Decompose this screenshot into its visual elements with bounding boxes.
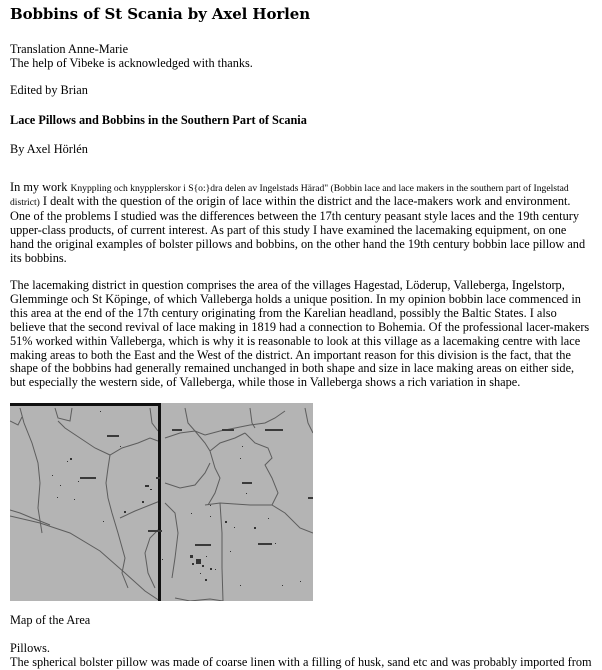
pillows-text: The spherical bolster pillow was made of coarse linen with a filling of husk, sand etc and was probably imported from: [10, 655, 592, 670]
editor-credit: Edited by Brian: [10, 82, 88, 97]
intro-lead: In my work: [10, 179, 71, 194]
map-divider: [158, 403, 161, 601]
intro-rest: I dealt with the question of the origin of lace within the district and the lace-makers work and environment. One of the problems I studied was the differences between the 17th century peasant style laces and the 19th century upper-class products, of current interest. As part of this study I have examined the lacemaking equipment, on one hand the original examples of bolster pillows and bobbins, on the other hand the 19th century bobbin lace pillow and its bobbins.: [10, 194, 586, 266]
map-image: [10, 403, 313, 601]
map-of-area-figure: [10, 403, 313, 601]
paragraph-intro: [10, 181, 592, 266]
article-byline: By Axel Hörlén: [10, 141, 88, 156]
pillows-heading: Pillows.: [10, 641, 50, 656]
map-background: [10, 403, 313, 601]
credits: [10, 43, 592, 98]
thanks-note: The help of Vibeke is acknowledged with thanks.: [10, 55, 253, 70]
article-heading: Lace Pillows and Bobbins in the Southern Part of Scania: [10, 112, 307, 127]
translation-credit: Translation Anne-Marie: [10, 42, 129, 56]
book-citation: Knyppling och knypplerskor i S{o:}dra delen av Ingelstads Härad" (Bobbin lace and lace makers in the southern part of Ingelstad district): [10, 182, 569, 209]
map-caption: Map of the Area: [10, 613, 91, 628]
map-top-border: [10, 403, 160, 406]
paragraph-district: The lacemaking district in question comprises the area of the villages Hagestad, Löderup, Valleberga, Ingelstorp, Glemminge och St Köpinge, of which Valleberga holds a unique position. In my opinion bobbin lace commenced in this area at the end of the 17th century originating from the Karelian headland, possibly the Baltic States. I also believe that the second revival of lace making in 1819 had a connection to Bohemia. Of the professional lacer-makers 51% worked within Valleberga, which is why it is reasonable to look at this village as a lacemaking centre with lace making areas to both the East and the West of the district. An important reason for this division is the fact, that the shape of the bobbins had generally remained unchanged in both shape and size in lace making areas on either side, but especially the western side, of Valleberga, while those in Valleberga shows a rich variation in shape.: [10, 277, 590, 390]
page-title: Bobbins of St Scania by Axel Horlen: [10, 5, 311, 23]
